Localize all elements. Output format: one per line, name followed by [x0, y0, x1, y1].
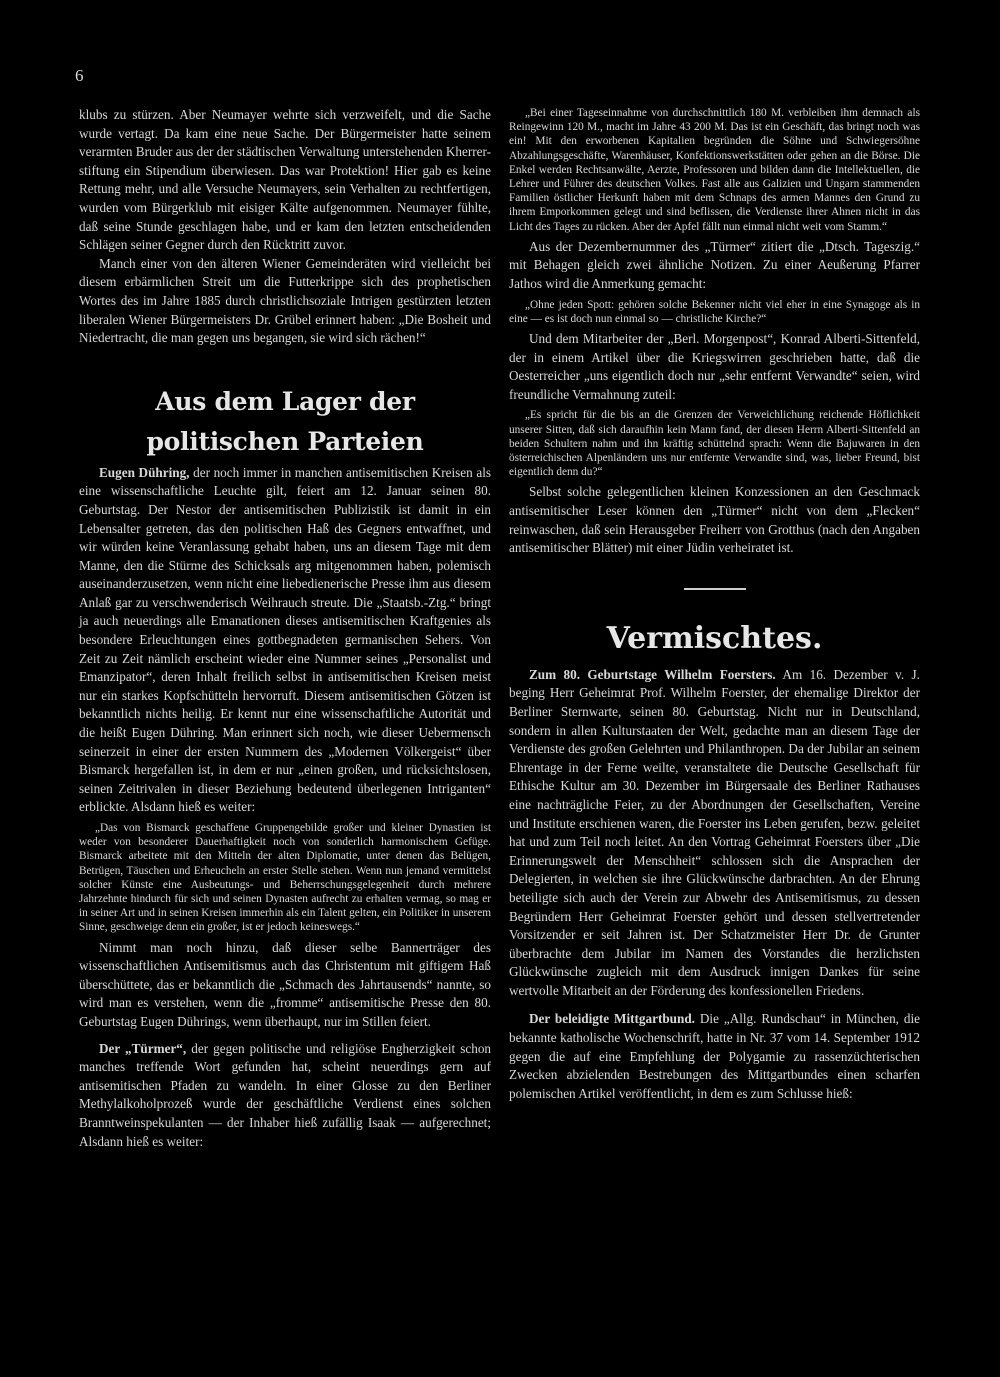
paragraph: Aus der Dezembernummer des „Türmer“ zitiert die „Dtsch. Tageszig.“ mit Behagen gleich zwei ähnliche Notizen. Zu einer Aeußerung Pfarrer Jathos wird die Anmerkung gemacht: — [509, 238, 920, 292]
paragraph: Selbst solche gelegentlichen kleinen Konzessionen an den Geschmack antisemitischer Leser können den „Türmer“ nicht von dem „Flecken“ reinwaschen, daß sein Herausgeber Freiherr von Grotthus (nach den Angaben antisemitischer Blätter) mit einer Jüdin verheiratet ist. — [509, 484, 920, 556]
paragraph: Nimmt man noch hinzu, daß dieser selbe Bannerträger des wissenschaftlichen Antisemitismus auch das Christentum mit giftigem Haß überschüttete, das er bekanntlich die „Schmach des Jahrtausends“ nannte, so wird man es verstehen, wenn die „fromme“ antisemitische Presse den 80. Geburtstag Eugen Dührings, wenn überhaupt, nur im Stillen feiert. — [79, 939, 491, 1029]
paragraph — [79, 464, 491, 817]
block-quote: „Es spricht für die bis an die Grenzen der Verweichlichung reichende Höflichkeit unserer Sitten, daß sich daraufhin kein Mann fand, der diesen Herrn Alberti-Sittenfeld an beiden Schultern nahm und ihn kräftig schüttelnd sprach: Wenn die Bajuwaren in den österreichischen Alpenländern uns nur entfernte Verwandte sind, was, lieber Freund, bist eigentlich denn du?“ — [509, 409, 920, 479]
block-quote: „Bei einer Tageseinnahme von durchschnittlich 180 M. verbleiben ihm demnach als Reingewinn 120 M., macht im Jahre 43 200 M. Das ist ein Geschäft, das bringt noch was ein! Mit den erworbenen Kapitalien begründen die Söhne und Schwiegersöhne Abzahlungsgeschäfte, Warenhäuser, Konfektionswerkstätten oder gehen an die Börse. Die Enkel werden Rechtsanwälte, Aerzte, Professoren und bilden dann die Intellektuellen, die Lehrer und Führer des deutschen Volkes. Fast alle aus Galizien und Ungarn stammenden Familien östlicher Herkunft haben mit dem Schnaps des armen Mannes den Grund zu ihrem Emporkommen gelegt und sind beflissen, die Verdienste ihrer Ahnen nicht in das Licht des Tages zu rücken. Aber der Apfel fällt nun einmal nicht weit vom Stamm.“ — [509, 107, 920, 233]
paragraph-text: Die „Allg. Rundschau“ in München, die bekannte katholische Wochenschrift, hatte in Nr. 37 vom 14. September 1912 gegen die auf eine Empfehlung der Polygamie zu rassenzüchterischen Zwecken abzielenden Bestrebungen des Mittgartbundes einen scharfen polemischen Artikel veröffentlicht, in dem es zum Schlusse hieß: — [509, 1011, 920, 1101]
block-quote: „Das von Bismarck geschaffene Gruppengebilde großer und kleiner Dynastien ist weder von besonderer Dauerhaftigkeit noch von sonderlich harmonischem Gefüge. Bismarck arbeitete mit den Mitteln der alten Diplomatie, unter denen das Belügen, Betrügen, Täuschen und Erheucheln an erster Stelle stehen. Wenn nun jemand vermittelst solcher Künste eine Ausbeutungs- und Beherrschungsgelegenheit durch mehrere Jahrzehnte hindurch für sich und seinen Dynasten aufrecht zu erhalten vermag, so mag er in seiner Art und in seinen Kreisen immerhin als ein Talent gelten, ein Politiker in unserem Sinne, geschweige denn ein großer, ist er jedoch keineswegs.“ — [79, 822, 491, 934]
paragraph: Und dem Mitarbeiter der „Berl. Morgenpost“, Konrad Alberti-Sittenfeld, der in einem Artikel über die Kriegswirren geschrieben hatte, daß die Oesterreicher „uns eigentlich doch nur „sehr entfernt Verwandte“ seien, wird freundliche Vermahnung zuteil: — [509, 331, 920, 402]
paragraph-text: Am 16. Dezember v. J. beging Herr Geheimrat Prof. Wilhelm Foerster, der ehemalige Direktor der Berliner Sternwarte, seinen 80. Geburtstag. Nicht nur in Deutschland, sondern in allen Kulturstaaten der Welt, gedachte man an diesem Tage der Verdienste des großen Gelehrten und Philanthropen. Da der Jubilar an seinem Ehrentage in der Ferne weilte, veranstaltete die Deutsche Gesellschaft für Ethische Kultur am 30. Dezember im Bürgersaale des Berliner Rathauses eine nachträgliche Feier, zu der Abordnungen der Gesellschaften, Vereine und Institute erschienen waren, die Foerster ins Leben gerufen, bezw. geleitet hat und zum Teil noch leitet. An den Vortrag Geheimrat Foersters über „Die Erinnerungswelt der Menschheit“ schlossen sich die Ansprachen der Delegierten, in welchen sie ihre Glückwünsche darbrachten. An der Ehrung beteiligte sich auch der Verein zur Abwehr des Antisemitismus, zu dessen Begründern Herr Geheimrat Foerster gehört und dessen stellvertretender Vorsitzender er seit Jahren ist. Der Schatzmeister Herr Dr. de Grunter überbrachte dem Jubilar im Namen des Vorstandes die herzlichsten Glückwünsche zugleich mit dem Ausdruck innigen Dankes für seine wertvolle Mitarbeit an der Förderung des konfessionellen Friedens. — [509, 666, 920, 998]
right-column — [509, 106, 920, 1103]
paragraph — [509, 1010, 920, 1103]
paragraph: klubs zu stürzen. Aber Neumayer wehrte sich verzweifelt, und die Sache wurde vertagt. Da kam eine neue Sache. Der Bürgermeister hatte seinem verarmten Bruder aus der der städtischen Verwaltung unterstehenden Kherrer-stiftung ein Stipendium überwiesen. Das war Protektion! Hier gab es keine Rettung mehr, und alle Versuche Neumayers, sein Verhalten zu rechtfertigen, wurden vom Bürgerklub mit eisiger Kälte aufgenommen. Neumayer fühlte, daß seine Stunde geschlagen habe, und er kam den letzten entscheidenden Schlägen seiner Gegner durch den Rücktritt zuvor. — [79, 107, 491, 253]
section-heading-misc: Vermischtes. — [606, 620, 823, 656]
lead-term: Eugen Dühring, — [99, 464, 190, 480]
section-divider — [684, 588, 746, 590]
block-quote: „Ohne jeden Spott: gehören solche Bekenner nicht viel eher in eine Synagoge als in eine — es ist doch nun einmal so — christliche Kirche?“ — [509, 298, 920, 325]
left-column — [79, 106, 491, 1151]
lead-term: Der beleidigte Mittgartbund. — [529, 1011, 695, 1027]
paragraph-text: der gegen politische und religiöse Engherzigkeit schon manches treffende Wort gefunden hat, scheint neuerdings gern auf antisemitischen Pfaden zu wandeln. In einer Glosse zu den Berliner Methylalkoholprozeß wurde der geschäftliche Verdienst eines solchen Branntweinspekulanten — der Inhaber hieß zufällig Isaak — aufgerechnet; Alsdann hieß es weiter: — [79, 1040, 492, 1149]
section-heading-parties: Aus dem Lager der politischen Parteien — [146, 386, 424, 456]
lead-term: Zum 80. Geburtstage Wilhelm Foersters. — [529, 666, 776, 682]
paragraph — [509, 666, 920, 1001]
lead-term: Der „Türmer“, — [99, 1040, 187, 1056]
paragraph-text: der noch immer in manchen antisemitischen Kreisen als eine wissenschaftliche Leuchte gilt, feiert am 12. Januar seinen 80. Geburtstag. Der Nestor der antisemitischen Publizistik ist damit in ein Lebensalter getreten, das den politischen Haß des Gegners entwaffnet, und wir würden keine Veranlassung gehabt haben, uns an diesem Tage mit dem Manne, den die Stürme des Schicksals arg mitgenommen haben, polemisch auseinanderzusetzen, wenn nicht eine liebedienerische Presse ihm aus diesem Anlaß gar zu verschwenderisch Weihrauch streute. Die „Staatsb.-Ztg.“ bringt ja auch neuerdings alle Emanationen dieses antisemitischen Kraftgenies als besondere Erleuchtungen eines gottbegnadeten germanischen Sehers. Von Zeit zu Zeit nämlich erscheint wieder eine Nummer seines „Personalist und Emanzipator“, deren Inhalt freilich selbst in antisemitischen Kreisen meist nur ein starkes Kopfschütteln hervorruft. Diesem antisemitischen Götzen ist bekanntlich nichts heilig. Er kennt nur eine wissenschaftliche Autorität und die heißt Eugen Dühring. Man erinnert sich noch, wie dieser Uebermensch seinerzeit in einer der ersten Nummern des „Modernen Völkergeist“ über Bismarck hergefallen ist, in dem er nur „einen großen, und rücksichtslosen, seinen Zeitrivalen in dieser Beziehung bedeutend überlegenen Intriganten“ erblickte. Alsdann hieß es weiter: — [79, 464, 491, 815]
paragraph: Manch einer von den älteren Wiener Gemeinderäten wird vielleicht bei diesem erbärmlichen Streit um die Futterkrippe sich des prophetischen Wortes des im Jahre 1885 durch christlichsoziale Intrigen gestürzten letzten liberalen Wiener Bürgermeisters Dr. Grübel erinnert haben: „Die Bosheit und Niedertracht, die man gegen uns begangen, sie wird sich rächen!“ — [79, 255, 491, 346]
page-number: 6 — [75, 66, 84, 85]
paragraph — [79, 1040, 491, 1152]
